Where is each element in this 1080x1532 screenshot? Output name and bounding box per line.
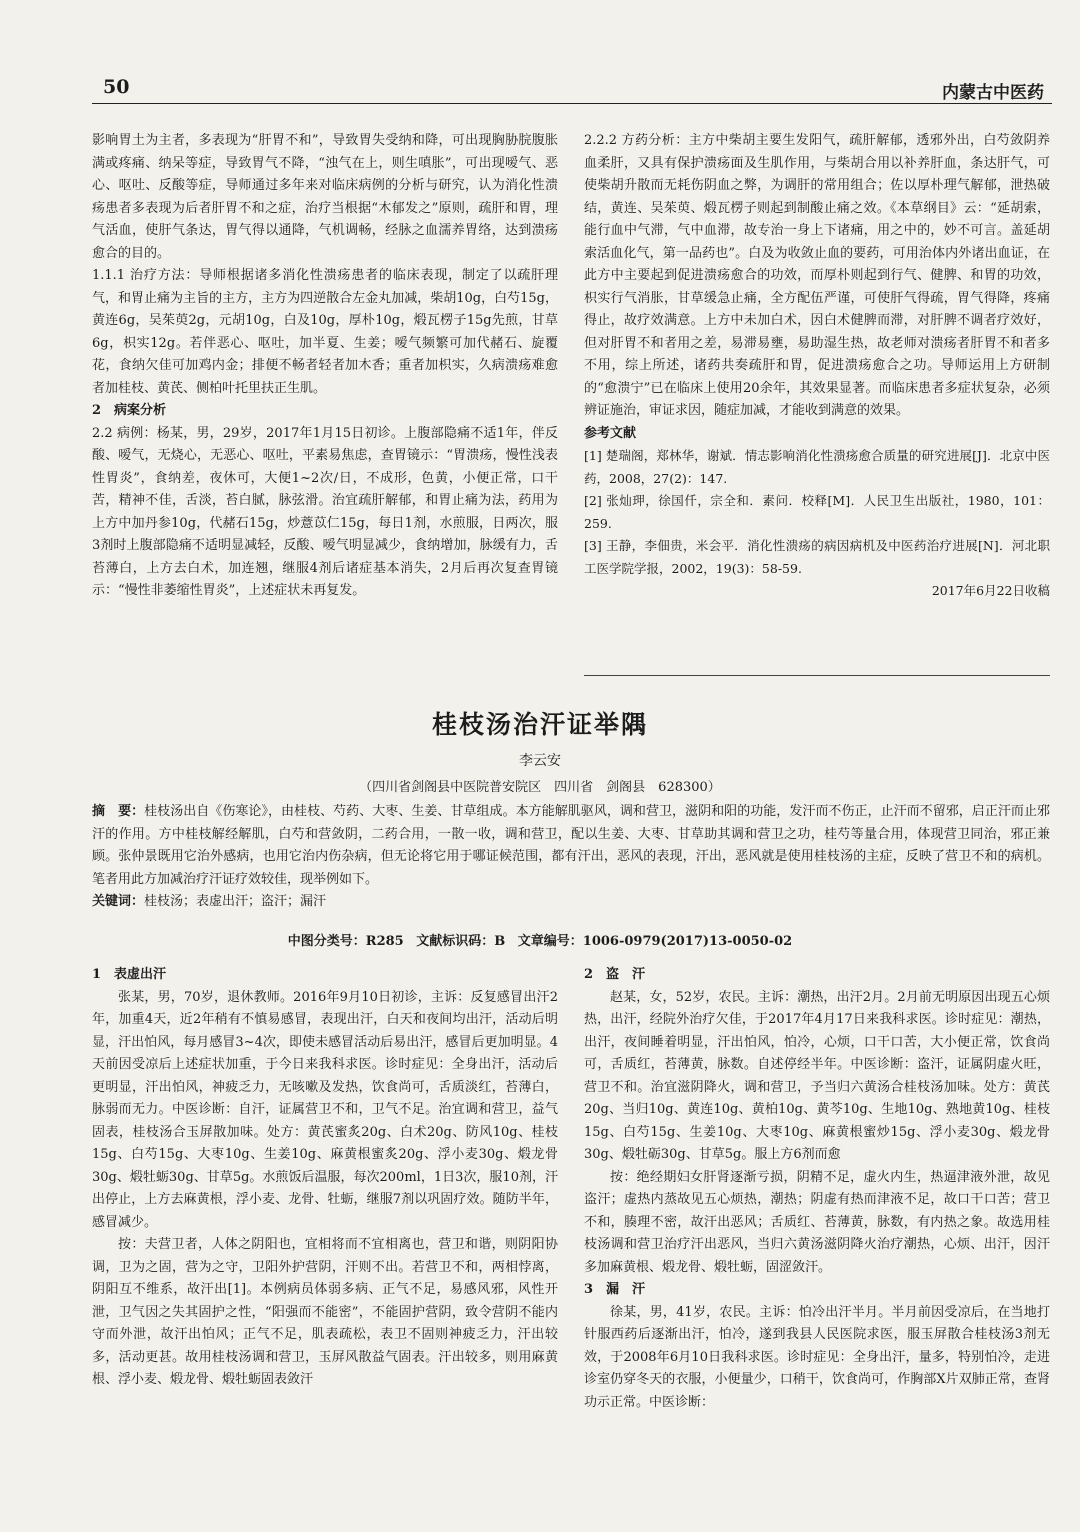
- paragraph: 按：绝经期妇女肝肾逐渐亏损，阴精不足，虚火内生，热逼津液外泄，故见盗汗；虚热内蒸故见五心烦热，潮热；阴虚有热而津液不足，故口干口苦；营卫不和，腠理不密，故汗出恶风；舌质红、苔薄黄，脉数，有内热之象。故选用桂枝汤调和营卫治疗汗出恶风，当归六黄汤滋阴降火治疗潮热，心烦、出汗，因汗多加麻黄根、煅龙骨、煅牡蛎，固涩敛汗。: [584, 1169, 1050, 1275]
- abstract: [92, 801, 1050, 891]
- header-rule: [92, 103, 1052, 104]
- paragraph: 徐某，男，41岁，农民。主诉：怕冷出汗半月。半月前因受凉后，在当地打针服西药后逐渐出汗，怕冷，遂到我县人民医院求医，服玉屏散合桂枝汤3剂无效，于2008年6月10日我科求医。诊时症见：全身出汗，量多，特别怕冷，走进诊室仍穿冬天的衣服，小便量少，口稍干，饮食尚可，作胸部X片双肺正常，查肾功示正常。中医诊断：: [584, 1304, 1050, 1410]
- page-number: 50: [103, 76, 130, 98]
- article-right-column: [584, 964, 1050, 1414]
- references-heading: 参考文献: [584, 425, 637, 441]
- abstract-text: 桂枝汤出自《伤寒论》，由桂枝、芍药、大枣、生姜、甘草组成。本方能解肌驱风，调和营卫，滋阴和阳的功能，发汗而不伤正，止汗而不留邪，启正汗而止邪汗的作用。方中桂枝解经解肌，白芍和营敛阴，二药合用，一散一收，调和营卫，配以生姜、大枣、甘草助其调和营卫之功，桂芍等量合用，体现营卫同治，邪正兼顾。张仲景既用它治外感病，也用它治内伤杂病，但无论将它用于哪证候范围，都有汗出，恶风的表现，汗出，恶风就是使用桂枝汤的主症，反映了营卫不和的病机。笔者用此方加减治疗汗证疗效较佳，现举例如下。: [92, 804, 1050, 887]
- article-left-column: [92, 964, 558, 1392]
- prev-article-left-column: [92, 130, 558, 603]
- reference-item: [3] 王静，李佃贵，米会平．消化性溃疡的病因病机及中医药治疗进展[N]．河北职工医学院学报，2002，19(3)：58-59.: [584, 538, 1050, 576]
- keywords: [92, 891, 1050, 914]
- paragraph: 按：夫营卫者，人体之阴阳也，宜相将而不宜相离也，营卫和谐，则阴阳协调，卫为之固，营为之守，卫阳外护营阴，汗则不出。若营卫不和，两相悖离，阴阳互不维系，故汗出[1]。本例病员体弱多病、正气不足，易感风邪，风性开泄，卫气因之失其固护之性，“阳强而不能密”，不能固护营阴，致令营阴不能内守而外泄，故汗出怕风；正气不足，肌表疏松，表卫不固则神疲乏力，汗出较多，活动更甚。故用桂枝汤调和营卫，玉屏风散益气固表。汗出较多，则用麻黄根、浮小麦、煅龙骨、煅牡蛎固表敛汗: [92, 1237, 558, 1387]
- reference-item: [1] 楚瑞阁，郑林华，谢斌．情志影响消化性溃疡愈合质量的研究进展[J]．北京中医药，2008，27(2)：147.: [584, 448, 1050, 486]
- classification-line: [0, 930, 1080, 949]
- journal-name: 内蒙古中医药: [942, 83, 1044, 103]
- article-title: 桂枝汤治汗证举隅: [431, 710, 648, 739]
- abstract-label: 摘 要：: [92, 804, 145, 819]
- section-heading: 3 漏 汗: [584, 1282, 646, 1297]
- keywords-text: 桂枝汤；表虚出汗；盗汗；漏汗: [144, 894, 327, 909]
- paragraph: 赵某，女，52岁，农民。主诉：潮热，出汗2月。2月前无明原因出现五心烦热，出汗，经院外治疗欠佳，于2017年4月17日来我科求医。诊时症见：潮热，出汗，夜间睡着明显，汗出怕风，怕冷，心烦，口干口苦，大小便正常，饮食尚可，舌质红，苔薄黄，脉数。自述停经半年。中医诊断：盗汗，证属阴虚火旺，营卫不和。治宜滋阴降火，调和营卫，予当归六黄汤合桂枝汤加味。处方：黄芪20g、当归10g、黄连10g、黄柏10g、黄芩10g、生地10g、熟地黄10g、桂枝15g、白芍15g、生姜10g、大枣10g、麻黄根蜜炒15g、浮小麦30g、煅龙骨30g、煅牡砺30g、甘草5g。服上方6剂而愈: [584, 989, 1050, 1162]
- section-heading: 1 表虚出汗: [92, 967, 167, 982]
- paragraph: 张某，男，70岁，退休教师。2016年9月10日初诊，主诉：反复感冒出汗2年，加重4天，近2年稍有不慎易感冒，表现出汗，白天和夜间均出汗，活动后明显，汗出怕风，每月感冒3~4次，即使未感冒活动后易出汗，感冒后更加明显。4天前因受凉后上述症状加重，于今日来我科求医。诊时症见：全身出汗，活动后更明显，汗出怕风，神疲乏力，无咳嗽及发热，饮食尚可，舌质淡红，苔薄白，脉弱而无力。中医诊断：自汗，证属营卫不和，卫气不足。治宜调和营卫，益气固表，桂枝汤合玉屏散加味。处方：黄芪蜜炙20g、白术20g、防风10g、桂枝15g、白芍15g、大枣10g、生姜10g、麻黄根蜜炙20g、浮小麦30g、煅龙骨30g、煅牡蛎30g、甘草5g。水煎饭后温服，每次200ml，1日3次，服10剂，汗出停止，上方去麻黄根，浮小麦、龙骨、牡蛎，继服7剂以巩固疗效。随防半年，感冒减少。: [92, 989, 558, 1230]
- paragraph: 2.2.2 方药分析：主方中柴胡主要生发阳气，疏肝解郁，透邪外出，白芍敛阴养血柔肝，又具有保护溃疡面及生肌作用，与柴胡合用以补养肝血，条达肝气，可使柴胡升散而无耗伤阴血之弊，为调肝的常用组合；佐以厚朴理气解郁，泄热破结，黄连、吴茱萸、煅瓦楞子则起到制酸止痛之效。《本草纲目》云：“延胡索，能行血中气滞，气中血滞，故专治一身上下诸痛，用之中的，妙不可言。盖延胡索活血化气，第一品药也”。白及为收敛止血的要药，可用治体内外诸出血证，在此方中主要起到促进溃疡愈合的功效，而厚朴则起到行气、健脾、和胃的功效，枳实行气消胀，甘草缓急止痛，全方配伍严谨，可使肝气得疏，胃气得降，疼痛得止，故疗效满意。上方中未加白术，因白术健脾而滞，对肝脾不调者疗效好，但对肝胃不和者用之差，易滞易壅，易助湿生热，故老师对溃疡者肝胃不和者多不用，综上所述，诸药共奏疏肝和胃，促进溃疡愈合之功。导师运用上方研制的“愈溃宁”已在临床上使用20余年，其效果显著。而临床患者多症状复杂，必须辨证施治，审证求因，随症加减，才能收到满意的效果。: [584, 133, 1050, 418]
- paragraph: 1.1.1 治疗方法：导师根据诸多消化性溃疡患者的临床表现，制定了以疏肝理气，和胃止痛为主旨的主方，主方为四逆散合左金丸加减，柴胡10g，白芍15g，黄连6g，吴茱萸2g，元胡10g，白及10g，厚朴10g，煅瓦楞子15g先煎，甘草6g，枳实12g。若伴恶心、呕吐，加半夏、生姜；嗳气频繁可加代赭石、旋覆花，食纳欠佳可加鸡内金；排便不畅者轻者加木香；重者加枳实，久病溃疡难愈者加桂枝、黄芪、侧柏叶托里扶正生肌。: [92, 268, 558, 396]
- reference-item: [2] 张灿玾，徐国仟，宗全和．素问．校释[M]．人民卫生出版社，1980，101：259.: [584, 493, 1050, 531]
- affiliation: （四川省剑阁县中医院普安院区 四川省 剑阁县 628300）: [359, 780, 721, 795]
- keywords-label: 关键词：: [92, 894, 145, 909]
- author: 李云安: [519, 753, 561, 769]
- paragraph: 影响胃土为主者，多表现为“肝胃不和”，导致胃失受纳和降，可出现胸胁脘腹胀满或疼痛、纳呆等症，导致胃气不降，“浊气在上，则生嗔胀”，可出现嗳气、恶心、呕吐、反酸等症，导师通过多年来对临床病例的分析与研究，认为消化性溃疡患者多表现为后者肝胃不和之症，治疗当根据“木郁发之”原则，疏肝和胃，理气活血，使肝气条达，胃气得以通降，气机调畅，经脉之血濡养胃络，达到溃疡愈合的目的。: [92, 133, 558, 261]
- received-date: 2017年6月22日收稿: [931, 583, 1050, 598]
- article-number: 文章编号：1006-0979(2017)13-0050-02: [517, 934, 793, 949]
- section-heading: 2 盗 汗: [584, 967, 646, 982]
- paragraph: 2.2 病例：杨某，男，29岁，2017年1月15日初诊。上腹部隐痛不适1年，伴反酸、嗳气，无烧心，无恶心、呕吐，平素易焦虑，查胃镜示：“胃溃疡，慢性浅表性胃炎”，食纳差，夜休可，大便1~2次/日，不成形，色黄，小便正常，口干苦，精神不佳，舌淡，苔白腻，脉弦滑。治宜疏肝解郁，和胃止痛为法，药用为上方中加丹参10g，代赭石15g，炒薏苡仁15g，每日1剂，水煎服，日两次，服3剂时上腹部隐痛不适明显减轻，反酸、嗳气明显减少，食纳增加，脉缓有力，舌苔薄白，上方去白术，加连翘，继服4剂后诸症基本消失，2月后再次复查胃镜示：“慢性非萎缩性胃炎”，上述症状未再复发。: [92, 425, 558, 598]
- class-number: 中图分类号：R285: [287, 934, 404, 949]
- section-heading: 2 病案分析: [92, 403, 167, 418]
- document-code: 文献标识码：B: [416, 934, 506, 949]
- divider: [584, 675, 1050, 676]
- prev-article-right-column: [584, 130, 1050, 603]
